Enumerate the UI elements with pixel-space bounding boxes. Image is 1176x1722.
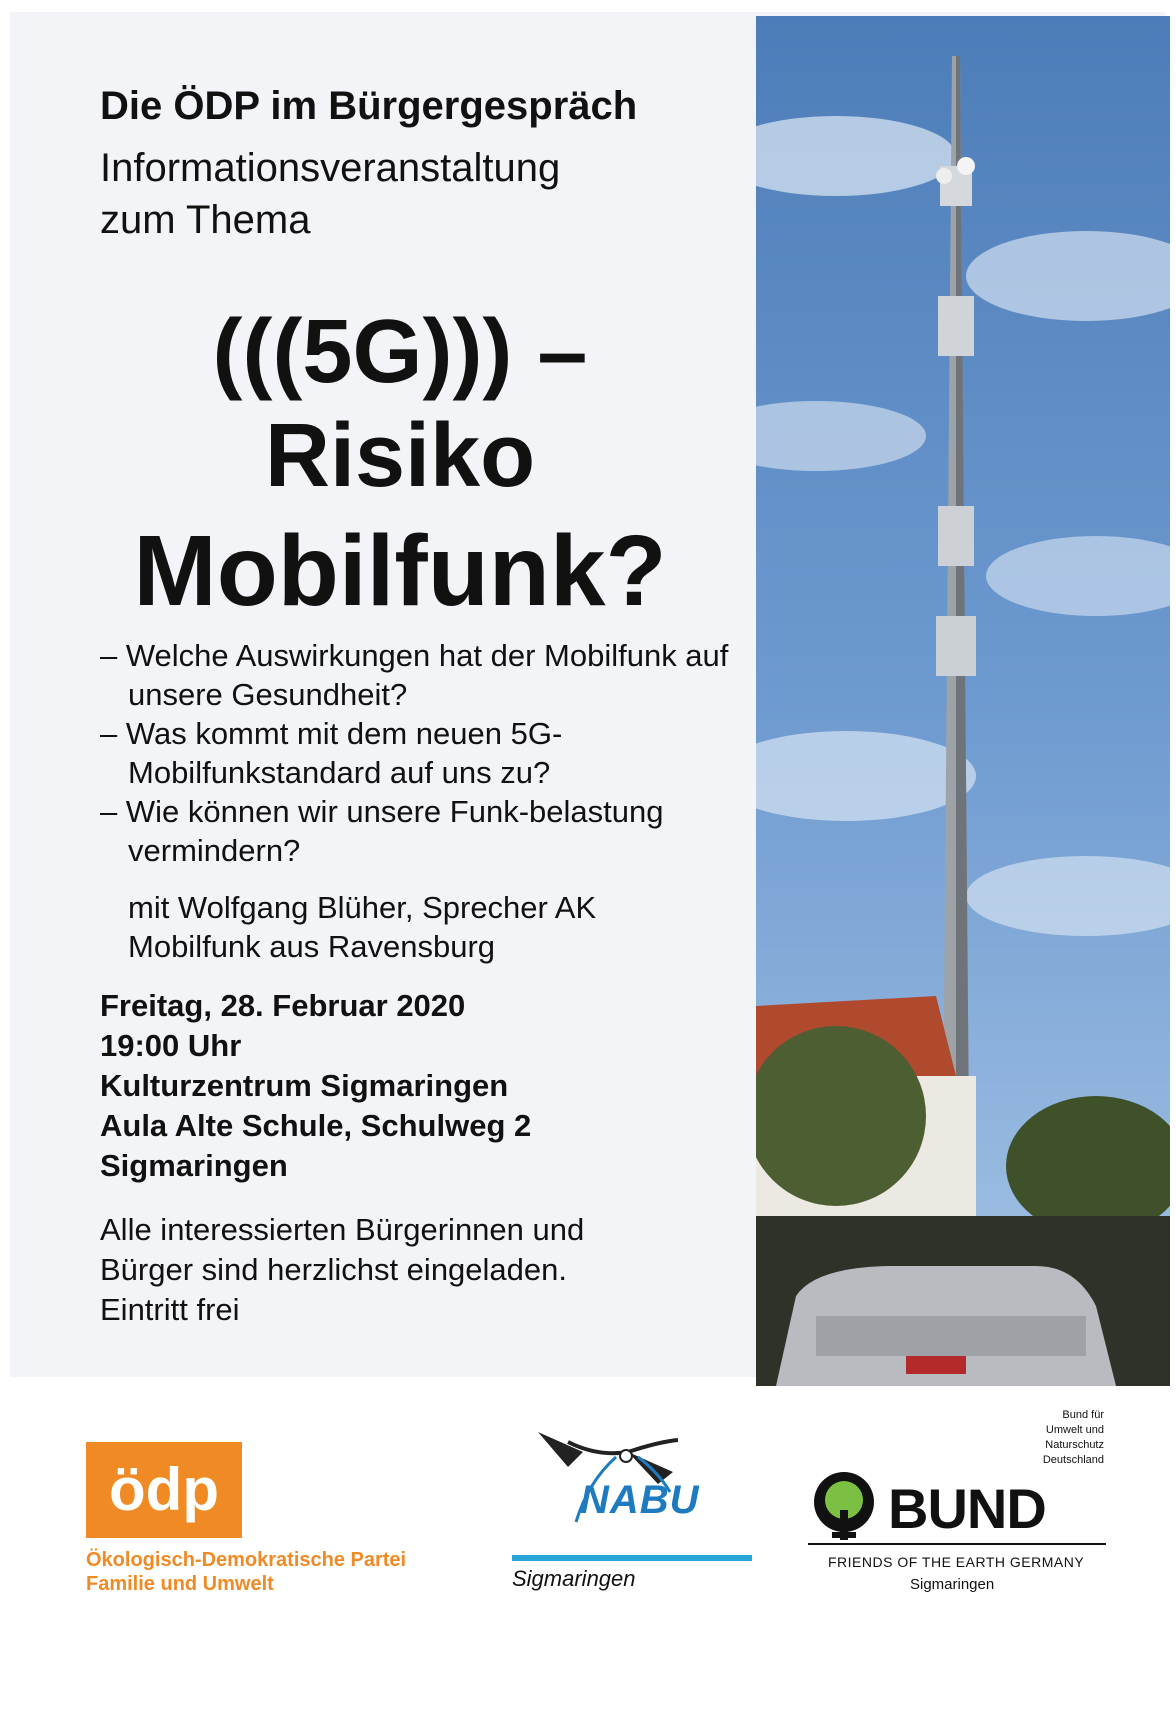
nabu-logo: NABU [580, 1478, 700, 1522]
odp-tagline [86, 1548, 406, 1596]
poster-header [100, 80, 740, 246]
bund-divider [808, 1543, 1106, 1545]
intro-line-1: Informationsveranstaltung [100, 146, 561, 190]
question-list [100, 636, 740, 870]
bund-name-line-4: Deutschland [1042, 1454, 1104, 1466]
invitation-line-1: Alle interessierten Bürgerinnen und [100, 1212, 585, 1247]
headline-line-1: (((5G))) – [212, 302, 588, 402]
odp-tagline-line-2: Familie und Umwelt [86, 1573, 274, 1595]
bund-logo: BUND [888, 1477, 1046, 1540]
cell-tower-illustration [756, 16, 1170, 1386]
kicker: Die ÖDP im Bürgergespräch [100, 84, 638, 128]
bund-subtitle: FRIENDS OF THE EARTH GERMANY [828, 1554, 1085, 1570]
event-city: Sigmaringen [100, 1148, 288, 1183]
event-time: 19:00 Uhr [100, 1028, 242, 1063]
question-item: – Welche Auswirkungen hat der Mobilfunk auf unsere Gesundheit? [100, 638, 729, 712]
bund-place: Sigmaringen [910, 1576, 995, 1593]
nabu-divider [512, 1555, 752, 1561]
speaker-line-2: Mobilfunk aus Ravensburg [128, 929, 496, 964]
nabu-place: Sigmaringen [512, 1566, 636, 1591]
headline-line-2: Risiko [264, 406, 536, 506]
speaker-line-1: mit Wolfgang Blüher, Sprecher AK [128, 890, 597, 925]
event-details [100, 986, 740, 1186]
invitation-line-3: Eintritt frei [100, 1292, 240, 1327]
event-address: Aula Alte Schule, Schulweg 2 [100, 1108, 532, 1143]
invitation-line-2: Bürger sind herzlichst eingeladen. [100, 1252, 567, 1287]
odp-logo: ödp [86, 1442, 242, 1538]
event-venue: Kulturzentrum Sigmaringen [100, 1068, 509, 1103]
bund-tree-icon [810, 1472, 890, 1542]
bund-full-name [1000, 1408, 1104, 1468]
headline-line-3: Mobilfunk? [133, 515, 667, 627]
question-item: – Was kommt mit dem neuen 5G-Mobilfunkstandard auf uns zu? [100, 716, 563, 790]
event-date: Freitag, 28. Februar 2020 [100, 988, 466, 1023]
odp-tagline-line-1: Ökologisch-Demokratische Partei [86, 1549, 407, 1571]
intro [100, 142, 740, 246]
intro-line-2: zum Thema [100, 198, 311, 242]
bund-name-line-2: Umwelt und [1045, 1424, 1104, 1436]
cell-tower-photo [756, 16, 1170, 1386]
speaker-info [128, 888, 728, 966]
bund-name-line-3: Naturschutz [1045, 1439, 1104, 1451]
question-item: – Wie können wir unsere Funk-belastung vermindern? [100, 794, 664, 868]
invitation [100, 1210, 740, 1330]
bund-name-line-1: Bund für [1062, 1409, 1104, 1421]
